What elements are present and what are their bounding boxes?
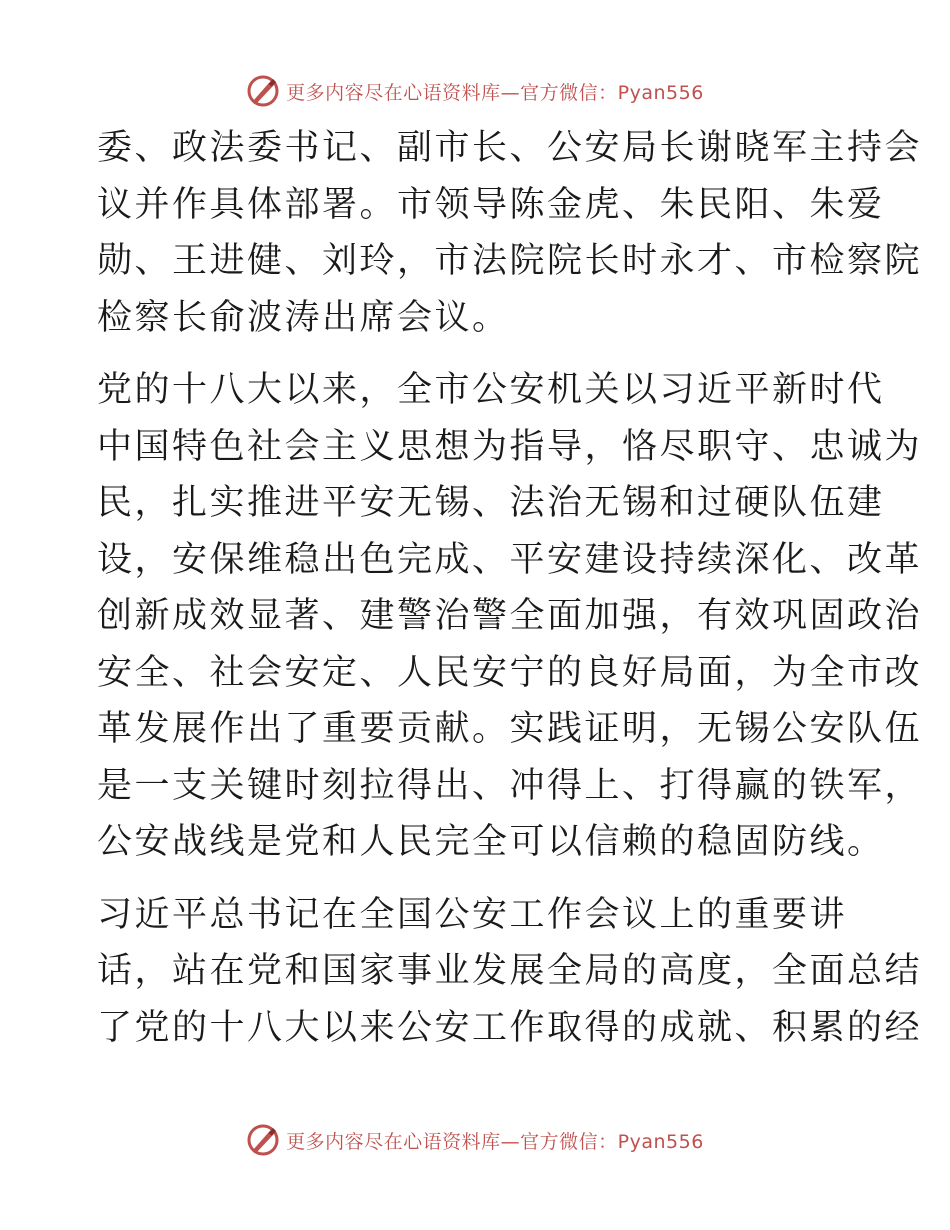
text-line: 议并作具体部署。市领导陈金虎、朱民阳、朱爱 bbox=[97, 184, 885, 225]
text-line: 勋、王进健、刘玲，市法院院长时永才、市检察院 bbox=[97, 241, 923, 281]
text-line: 是一支关键时刻拉得出、冲得上、打得赢的铁军， bbox=[97, 765, 923, 806]
watermark-text: 更多内容尽在心语资料库—官方微信：Pyan556 bbox=[286, 81, 704, 104]
text-line: 创新成效显著、建警治警全面加强，有效巩固政治 bbox=[97, 596, 923, 636]
pen-circle-logo-icon bbox=[246, 1123, 280, 1157]
text-line: 党的十八大以来，全市公安机关以习近平新时代 bbox=[97, 370, 885, 410]
paragraph-1 bbox=[97, 120, 923, 346]
header-watermark bbox=[0, 71, 950, 111]
text-line: 中国特色社会主义思想为指导，恪尽职守、忠诚为 bbox=[97, 426, 923, 467]
pen-circle-logo-icon bbox=[246, 74, 280, 108]
text-line: 安全、社会安定、人民安宁的良好局面，为全市改 bbox=[97, 652, 923, 693]
watermark-text: 更多内容尽在心语资料库—官方微信：Pyan556 bbox=[286, 1130, 704, 1153]
text-line: 话，站在党和国家事业发展全局的高度，全面总结 bbox=[97, 951, 923, 991]
text-line: 革发展作出了重要贡献。实践证明，无锡公安队伍 bbox=[97, 709, 923, 749]
text-line: 委、政法委书记、副市长、公安局长谢晓军主持会 bbox=[97, 128, 923, 168]
text-line: 设，安保维稳出色完成、平安建设持续深化、改革 bbox=[97, 539, 923, 580]
paragraph-3 bbox=[97, 887, 923, 1057]
footer-watermark bbox=[0, 1120, 950, 1160]
paragraph-2 bbox=[97, 362, 923, 871]
document-body bbox=[97, 120, 923, 1056]
text-line: 了党的十八大以来公安工作取得的成就、积累的经 bbox=[97, 1007, 923, 1048]
text-line: 公安战线是党和人民完全可以信赖的稳固防线。 bbox=[97, 822, 885, 862]
text-line: 习近平总书记在全国公安工作会议上的重要讲 bbox=[97, 894, 848, 935]
text-line: 民，扎实推进平安无锡、法治无锡和过硬队伍建 bbox=[97, 483, 885, 523]
text-line: 检察长俞波涛出席会议。 bbox=[97, 297, 510, 338]
